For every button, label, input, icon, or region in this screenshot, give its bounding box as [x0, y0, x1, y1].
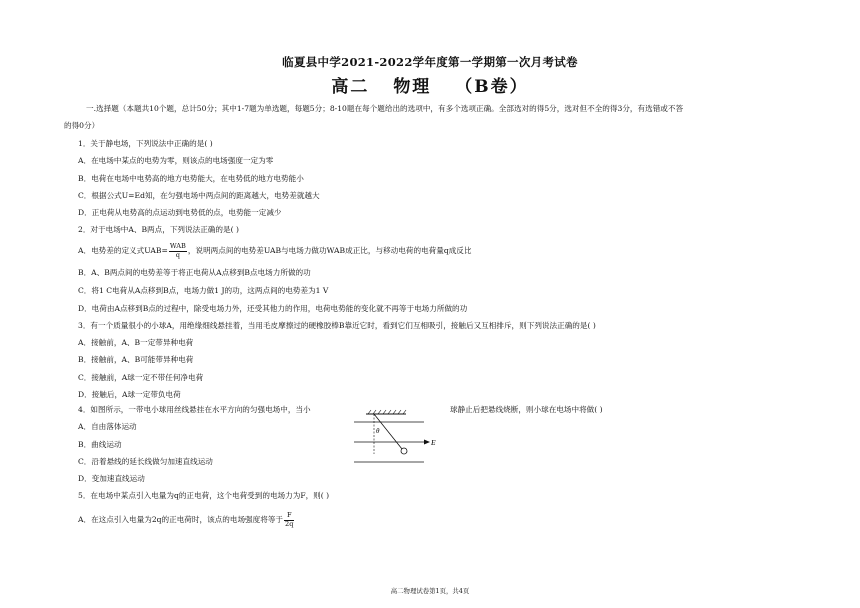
exam-grade: 高二	[331, 77, 370, 97]
angle-label: θ	[376, 427, 380, 435]
q1-option-a: A．在电场中某点的电势为零，则该点的电场强度一定为零	[78, 156, 274, 165]
exam-subject: 物理	[393, 77, 432, 97]
q2-option-a-text-cont: ，说明两点间的电势差UAB与电场力做功WAB成正比，与移动电荷的电荷量q成反比	[187, 246, 472, 255]
field-label: E	[431, 438, 436, 447]
q3-option-a: A．接触前，A、B一定带异种电荷	[78, 338, 194, 347]
q2-option-a-text: A．电势差的定义式UAB=	[78, 246, 168, 255]
school-title: 临夏县中学2021-2022学年度第一学期第一次月考试卷	[282, 55, 578, 69]
q4-option-d: D．变加速直线运动	[78, 474, 145, 483]
q2-option-c: C．将1 C电荷从A点移到B点，电场力做1 J的功，这两点间的电势差为1 V	[78, 286, 329, 295]
exam-title	[0, 72, 860, 97]
ceiling-hatching	[368, 410, 406, 414]
q4-stem: 4．如图所示，一带电小球用丝线悬挂在水平方向的匀强电场中，当小	[78, 405, 311, 414]
q3-option-c: C．接触前，A球一定不带任何净电荷	[78, 373, 204, 382]
page-footer: 高二物理试卷第1页，共4页	[390, 587, 470, 595]
q5-stem: 5．在电场中某点引入电量为q的正电荷，这个电荷受到的电场力为F，则( )	[78, 491, 330, 500]
q4-option-c: C．沿着悬线的延长线做匀加速直线运动	[78, 457, 213, 466]
q2-fraction	[169, 243, 187, 259]
q3-option-b: B．接触前，A、B可能带异种电荷	[78, 355, 194, 364]
q5-option-a-text: A．在这点引入电量为2q的正电荷时，该点的电场强度将等于	[78, 515, 284, 524]
q4-stem-cont: 球静止后把悬线烧断，则小球在电场中将做( )	[450, 405, 603, 414]
q2-fraction-numerator: WAB	[169, 242, 186, 250]
q4-option-b: B．曲线运动	[78, 440, 122, 449]
q2-option-b: B．A、B两点间的电势差等于将正电荷从A点移到B点电场力所做的功	[78, 268, 311, 277]
q4-electric-field-figure	[352, 408, 442, 464]
q3-option-d: D．接触后，A球一定带负电荷	[78, 390, 181, 399]
field-arrow-head	[424, 440, 430, 445]
q2-option-d: D．电荷由A点移到B点的过程中，除受电场力外，还受其他力的作用，电荷电势能的变化就不再等于电场力所做的功	[78, 304, 468, 313]
q5-fraction-numerator: F	[284, 512, 294, 521]
q5-fraction	[284, 512, 294, 528]
q2-fraction-denominator: q	[175, 250, 180, 259]
q3-stem: 3．有一个质量很小的小球A，用绝缘细线悬挂着，当用毛皮摩擦过的硬橡胶棒B靠近它时，看到它们互相吸引，接触后又互相排斥，则下列说法正确的是( )	[78, 321, 596, 330]
section-instructions-cont: 的得0分）	[64, 121, 100, 130]
q4-option-a: A．自由落体运动	[78, 422, 137, 431]
q2-option-a	[78, 243, 471, 259]
q5-option-a	[78, 512, 295, 528]
q1-option-c: C．根据公式U=Ed知，在匀强电场中两点间的距离越大，电势差就越大	[78, 191, 320, 200]
charged-ball	[401, 448, 407, 454]
q2-stem: 2．对于电场中A、B两点，下列说法正确的是( )	[78, 225, 239, 234]
q5-fraction-denominator: 2q	[285, 519, 294, 528]
section-instructions: 一.选择题（本题共10个题，总计50分；其中1-7题为单选题，每题5分；8-10题在每个题给出的选项中，有多个选项正确。全部选对的得5分，选对但不全的得3分，有选错或不答	[86, 104, 684, 113]
exam-version: （B卷）	[455, 77, 529, 97]
q1-option-b: B．电荷在电场中电势高的地方电势能大，在电势低的地方电势能小	[78, 174, 304, 183]
q1-stem: 1．关于静电场，下列说法中正确的是( )	[78, 139, 213, 148]
q1-option-d: D．正电荷从电势高的点运动到电势低的点，电势能一定减少	[78, 208, 282, 217]
